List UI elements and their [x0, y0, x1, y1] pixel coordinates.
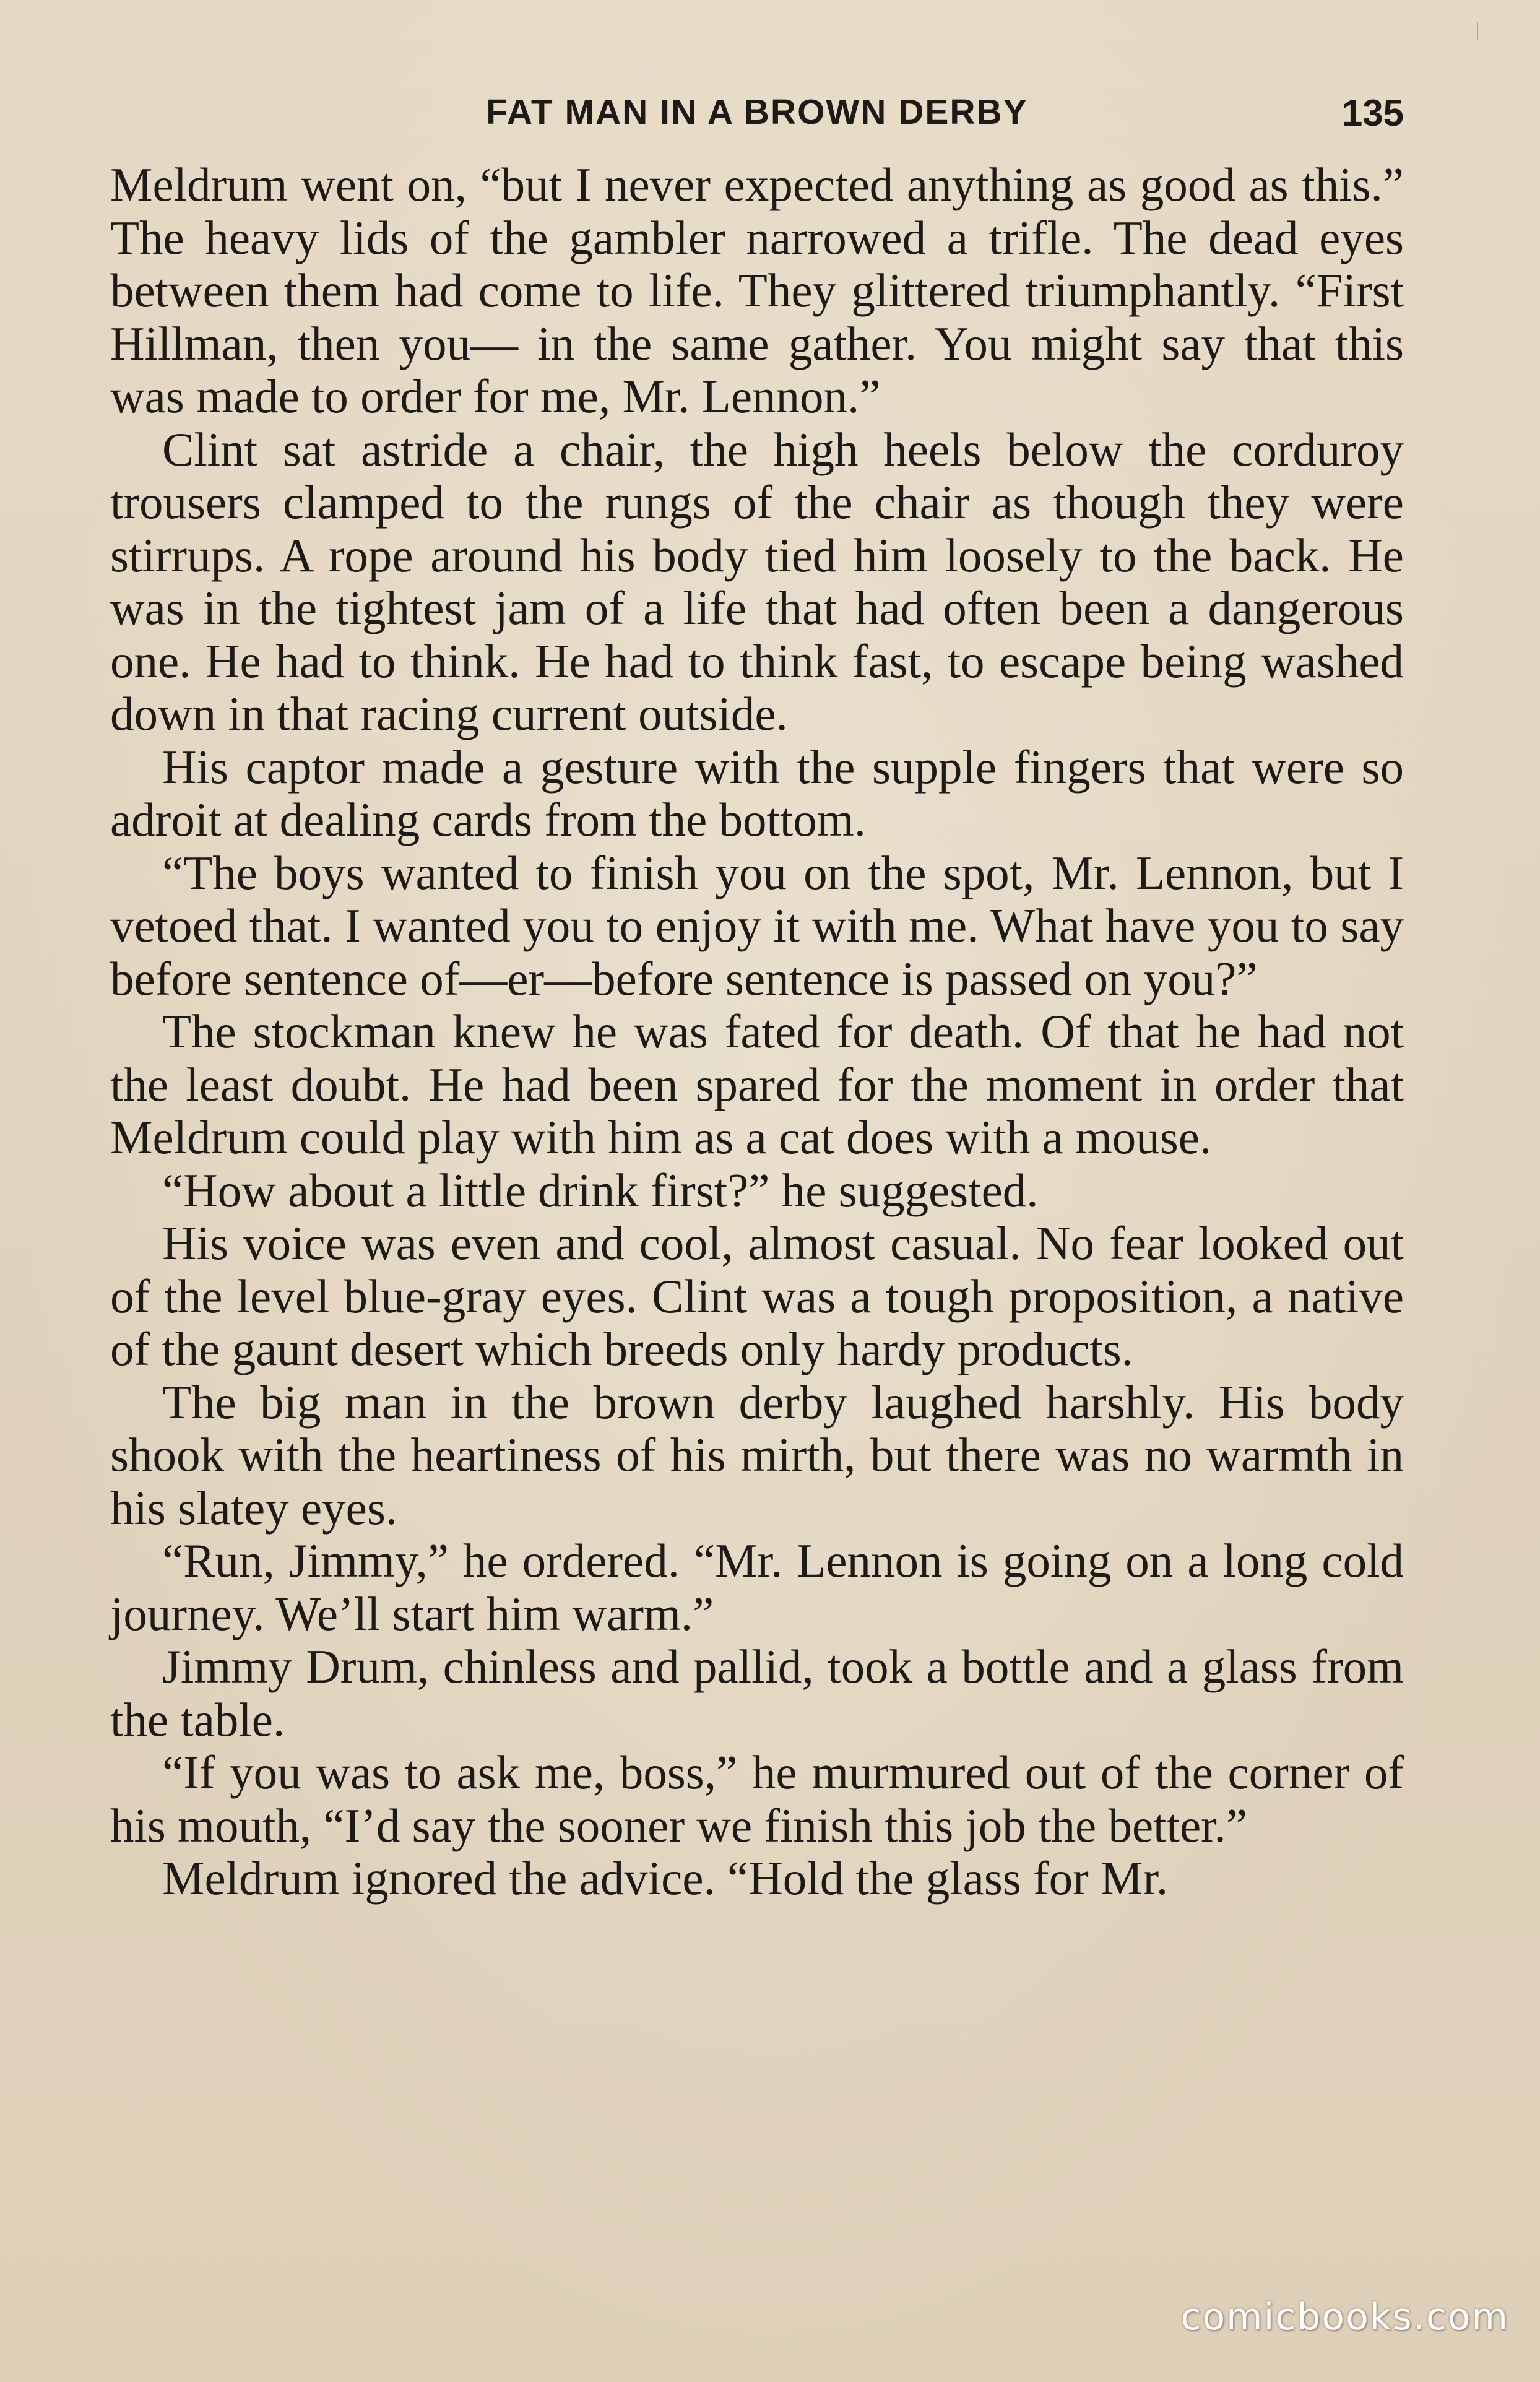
paragraph-3: His captor made a gesture with the supple fingers that were so adroit at dealing cards from the bottom. [110, 740, 1404, 846]
page-edge-mark [1477, 22, 1478, 40]
running-head [110, 87, 1404, 149]
page-number: 135 [1341, 92, 1404, 134]
paragraph-11: “If you was to ask me, boss,” he murmured out of the corner of his mouth, “I’d say the sooner we finish this job the better.” [110, 1746, 1404, 1852]
paragraph-7: His voice was even and cool, almost casual. No fear looked out of the level blue-gray eyes. Clint was a tough proposition, a native of the gaunt desert which breeds only hardy products. [110, 1216, 1404, 1375]
paragraph-10: Jimmy Drum, chinless and pallid, took a bottle and a glass from the table. [110, 1640, 1404, 1746]
paragraph-12: Meldrum ignored the advice. “Hold the glass for Mr. [162, 1851, 1169, 1905]
body-text [110, 158, 1404, 1905]
paragraph-9: “Run, Jimmy,” he ordered. “Mr. Lennon is going on a long cold journey. We’ll start him warm.” [110, 1534, 1404, 1640]
paragraph-8: The big man in the brown derby laughed harshly. His body shook with the heartiness of his mirth, but there was no warmth in his slatey eyes. [110, 1375, 1404, 1535]
running-title: FAT MAN IN A BROWN DERBY [486, 92, 1028, 132]
paragraph-4: “The boys wanted to finish you on the spot, Mr. Lennon, but I vetoed that. I wanted you to enjoy it with me. What have you to say before sentence of—er—before sentence is passed on you?” [110, 846, 1404, 1005]
watermark: comicbooks.com [1180, 2295, 1509, 2339]
paragraph-1: Meldrum went on, “but I never expected anything as good as this.” The heavy lids of the gambler narrowed a trifle. The dead eyes between them had come to life. They glittered triumphantly. “First Hillman, then you— in the same gather. You might say that this was made to order for me, Mr. Lennon.” [110, 158, 1404, 423]
paragraph-2: Clint sat astride a chair, the high heels below the corduroy trousers clamped to the rungs of the chair as though they were stirrups. A rope around his body tied him loosely to the back. He was in the tightest jam of a life that had often been a dangerous one. He had to think. He had to think fast, to escape being washed down in that racing current outside. [110, 422, 1404, 740]
paragraph-6: “How about a little drink first?” he suggested. [162, 1163, 1039, 1217]
paragraph-5: The stockman knew he was fated for death. Of that he had not the least doubt. He had been spared for the moment in order that Meldrum could play with him as a cat does with a mouse. [110, 1005, 1404, 1164]
